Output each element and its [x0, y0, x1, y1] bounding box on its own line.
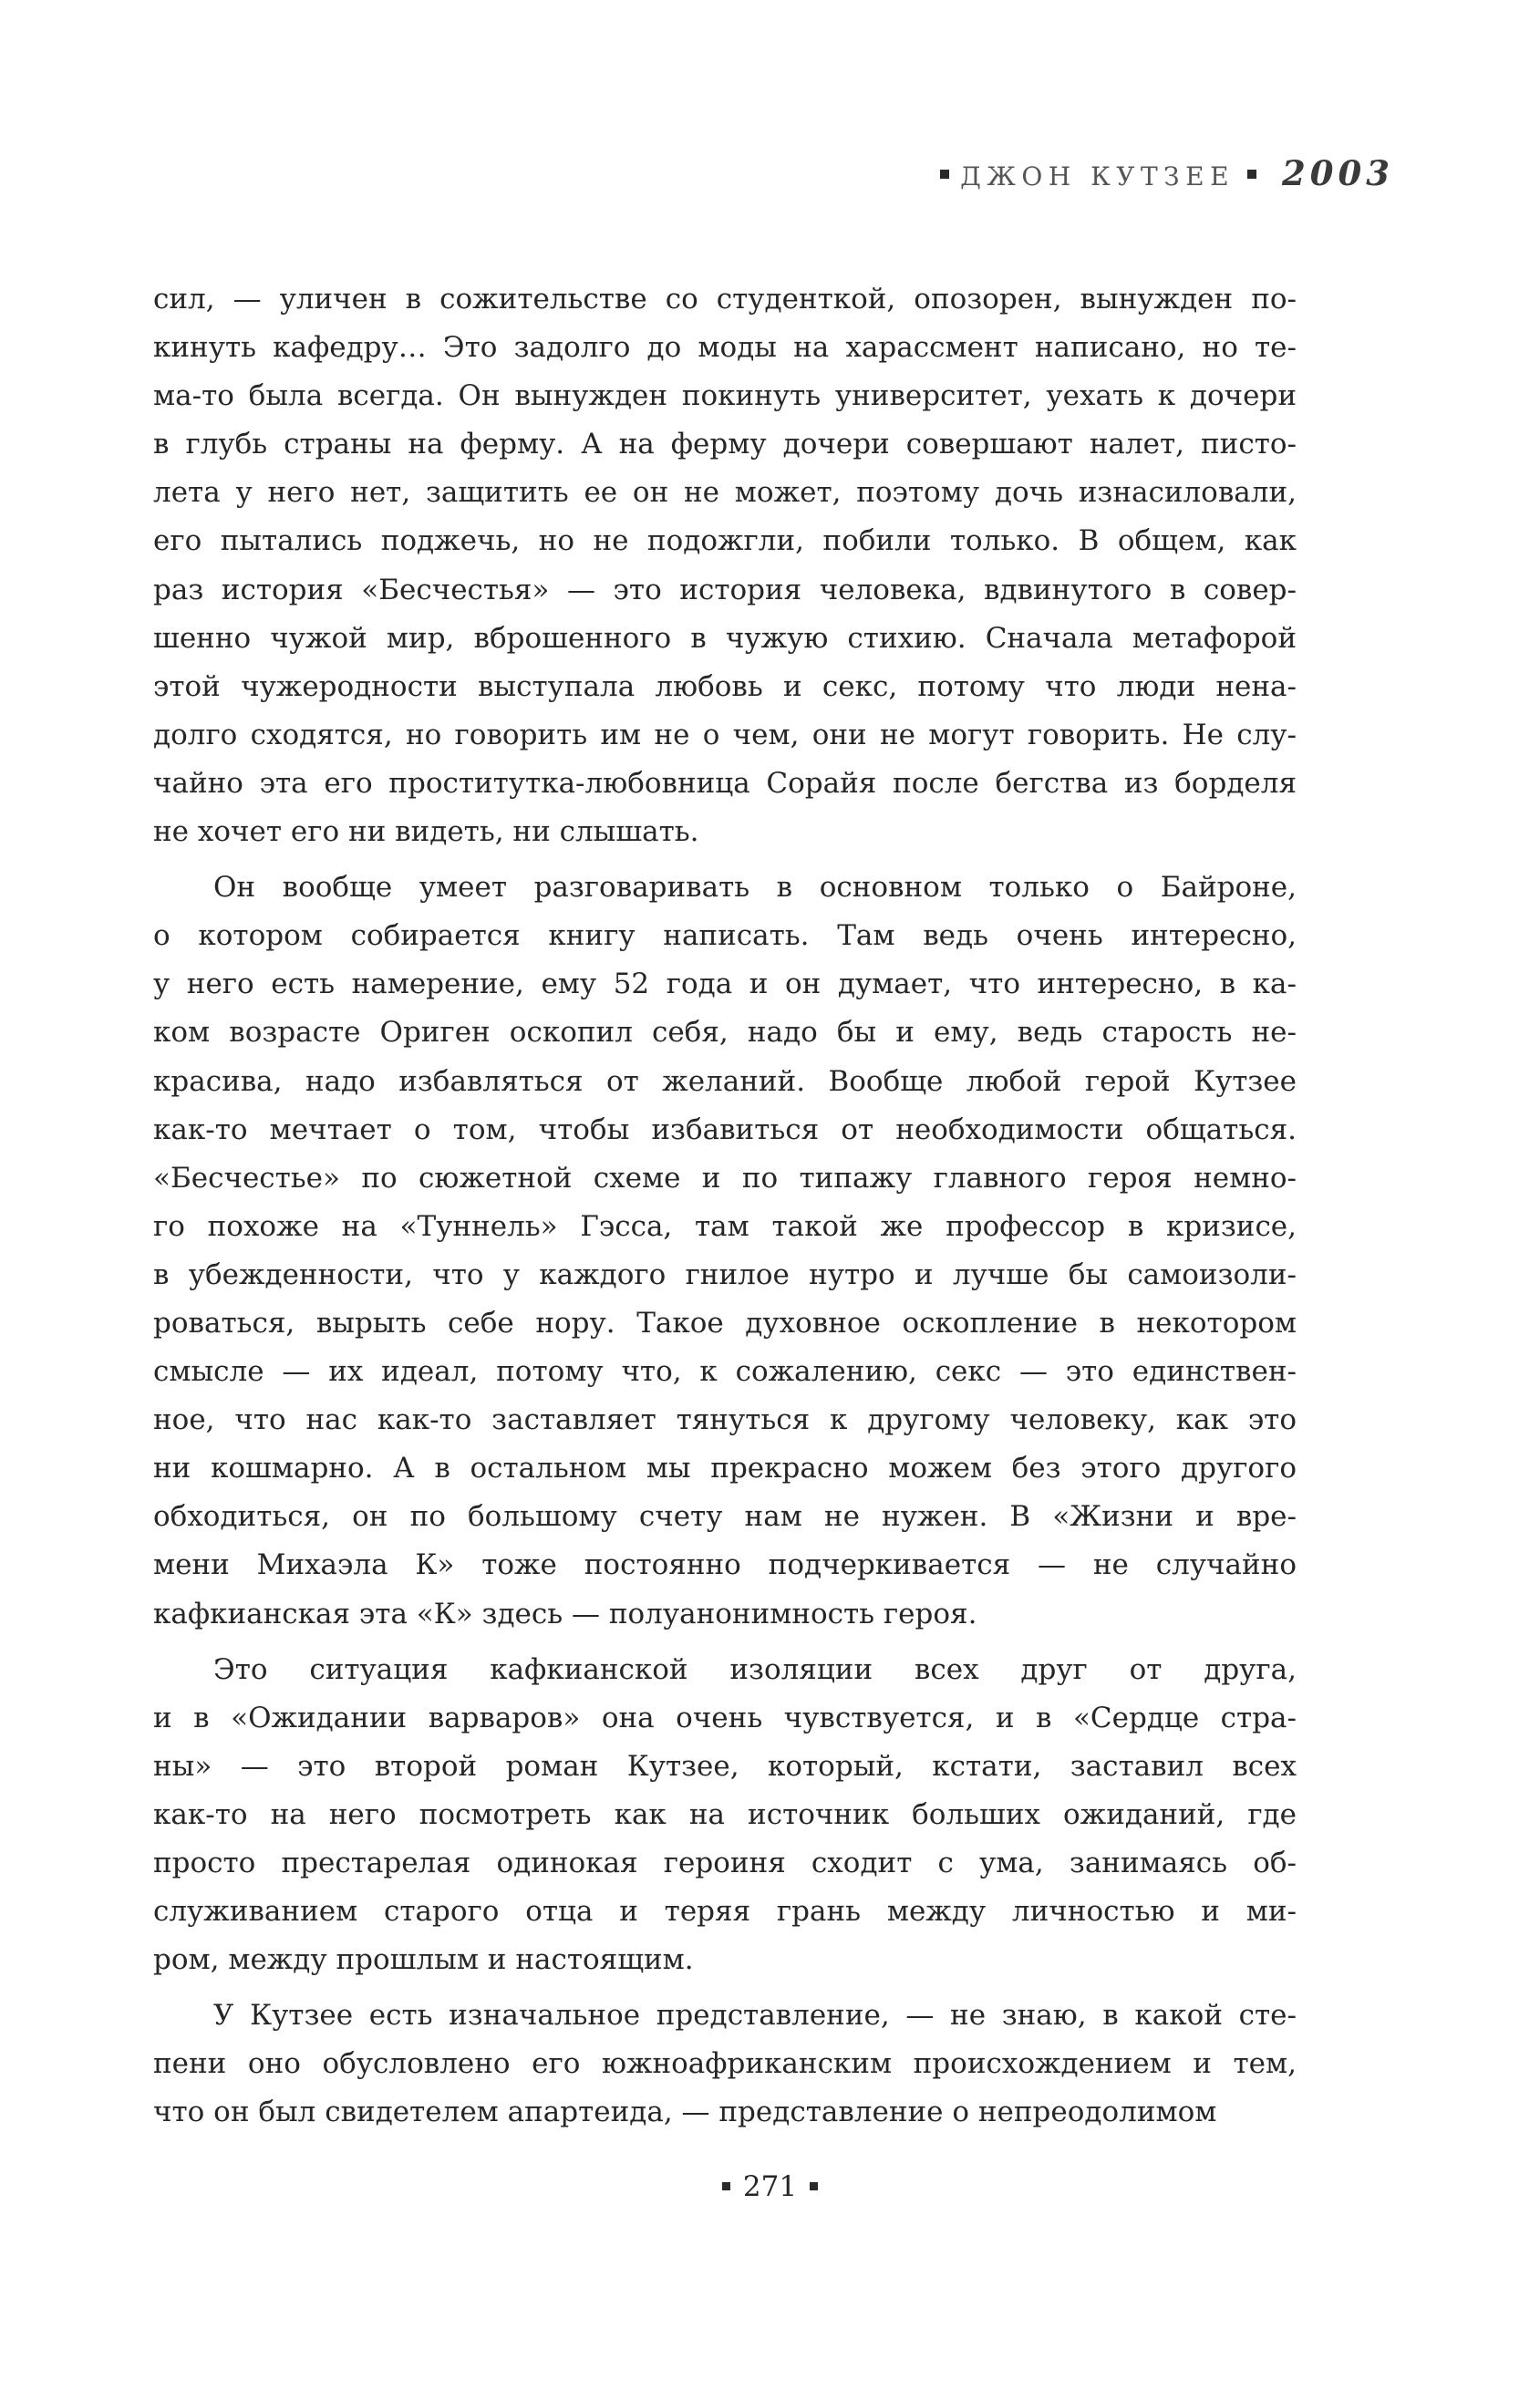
running-head	[940, 153, 1394, 193]
text-line: и в «Ожидании варваров» она очень чувствуется, и в «Сердце стра-	[153, 1701, 1297, 1734]
text-line: долго сходятся, но говорить им не о чем, они не могут говорить. Не слу-	[153, 718, 1297, 751]
running-head-year: 2003	[1282, 153, 1394, 193]
text-line: в глубь страны на ферму. А на ферму дочери совершают налет, писто-	[153, 428, 1297, 461]
text-line: его пытались поджечь, но не подожгли, побили только. В общем, как	[153, 524, 1297, 558]
paragraph-gap	[153, 856, 1297, 864]
text-line: ром, между прошлым и настоящим.	[153, 1943, 694, 1977]
paragraph	[153, 1646, 1297, 1985]
paragraph-gap	[153, 1984, 1297, 1992]
text-line: смысле — их идеал, потому что, к сожалению, секс — это единствен-	[153, 1355, 1297, 1389]
text-line: красива, надо избавляться от желаний. Вообще любой герой Кутзее	[153, 1064, 1297, 1098]
page-footer	[0, 2170, 1540, 2203]
text-line: что он был свидетелем апартеида, — представление о непреодолимом	[153, 2096, 1217, 2129]
paragraph-gap	[153, 1639, 1297, 1646]
paragraph	[153, 864, 1297, 1639]
text-line: в убежденности, что у каждого гнилое нутро и лучше бы самоизоли-	[153, 1258, 1297, 1291]
running-head-author: ДЖОН КУТЗЕЕ	[960, 161, 1235, 191]
text-line: го похоже на «Туннель» Гэсса, там такой же профессор в кризисе,	[153, 1209, 1297, 1243]
text-line: как-то на него посмотреть как на источник больших ожиданий, где	[153, 1797, 1297, 1831]
bullet-mark	[1247, 170, 1256, 179]
bullet-mark	[810, 2182, 818, 2190]
body-text	[153, 275, 1297, 2137]
paragraph	[153, 275, 1297, 856]
text-line: пени оно обусловлено его южноафриканским происхождением и тем,	[153, 2047, 1297, 2081]
text-line: мени Михаэла К» тоже постоянно подчеркивается — не случайно	[153, 1548, 1297, 1582]
text-line: о котором собирается книгу написать. Там ведь очень интересно,	[153, 919, 1297, 953]
text-line: ни кошмарно. А в остальном мы прекрасно можем без этого другого	[153, 1452, 1297, 1485]
text-line: роваться, вырыть себе нору. Такое духовное оскопление в некотором	[153, 1306, 1297, 1340]
text-line: шенно чужой мир, вброшенного в чужую стихию. Сначала метафорой	[153, 621, 1297, 655]
text-line: кинуть кафедру… Это задолго до моды на харассмент написано, но те-	[153, 331, 1297, 365]
text-line: служиванием старого отца и теряя грань между личностью и ми-	[153, 1895, 1297, 1929]
text-line: ком возрасте Ориген оскопил себя, надо бы и ему, ведь старость не-	[153, 1016, 1297, 1050]
text-line: этой чужеродности выступала любовь и секс, потому что люди нена-	[153, 669, 1297, 703]
text-line: лета у него нет, защитить ее он не может, поэтому дочь изнасиловали,	[153, 476, 1297, 510]
text-line: ны» — это второй роман Кутзее, который, кстати, заставил всех	[153, 1749, 1297, 1783]
text-line: просто престарелая одинокая героиня сходит с ума, занимаясь об-	[153, 1847, 1297, 1879]
text-line: «Бесчестье» по сюжетной схеме и по типажу главного героя немно-	[153, 1161, 1297, 1195]
text-line: раз история «Бесчестья» — это история человека, вдвинутого в совер-	[153, 573, 1297, 606]
text-line: обходиться, он по большому счету нам не нужен. В «Жизни и вре-	[153, 1500, 1297, 1534]
paragraph	[153, 1992, 1297, 2137]
text-line: кафкианская эта «К» здесь — полуанонимность героя.	[153, 1597, 977, 1630]
text-line: ное, что нас как-то заставляет тянуться к другому человеку, как это	[153, 1403, 1297, 1437]
text-line: сил, — уличен в сожительстве со студенткой, опозорен, вынужден по-	[153, 283, 1297, 316]
page-number: 271	[742, 2170, 798, 2203]
bullet-mark	[940, 170, 949, 179]
text-line: У Кутзее есть изначальное представление, — не знаю, в какой сте-	[213, 1999, 1297, 2033]
text-line: у него есть намерение, ему 52 года и он думает, что интересно, в ка-	[153, 968, 1297, 1001]
text-line: Он вообще умеет разговаривать в основном только о Байроне,	[213, 871, 1297, 905]
bullet-mark	[722, 2182, 730, 2190]
text-line: не хочет его ни видеть, ни слышать.	[153, 815, 699, 849]
text-line: чайно эта его проститутка-любовница Сорайя после бегства из борделя	[153, 766, 1297, 800]
text-line: ма-то была всегда. Он вынужден покинуть университет, уехать к дочери	[153, 379, 1297, 413]
text-line: Это ситуация кафкианской изоляции всех друг от друга,	[213, 1652, 1297, 1686]
text-line: как-то мечтает о том, чтобы избавиться от необходимости общаться.	[153, 1113, 1297, 1146]
